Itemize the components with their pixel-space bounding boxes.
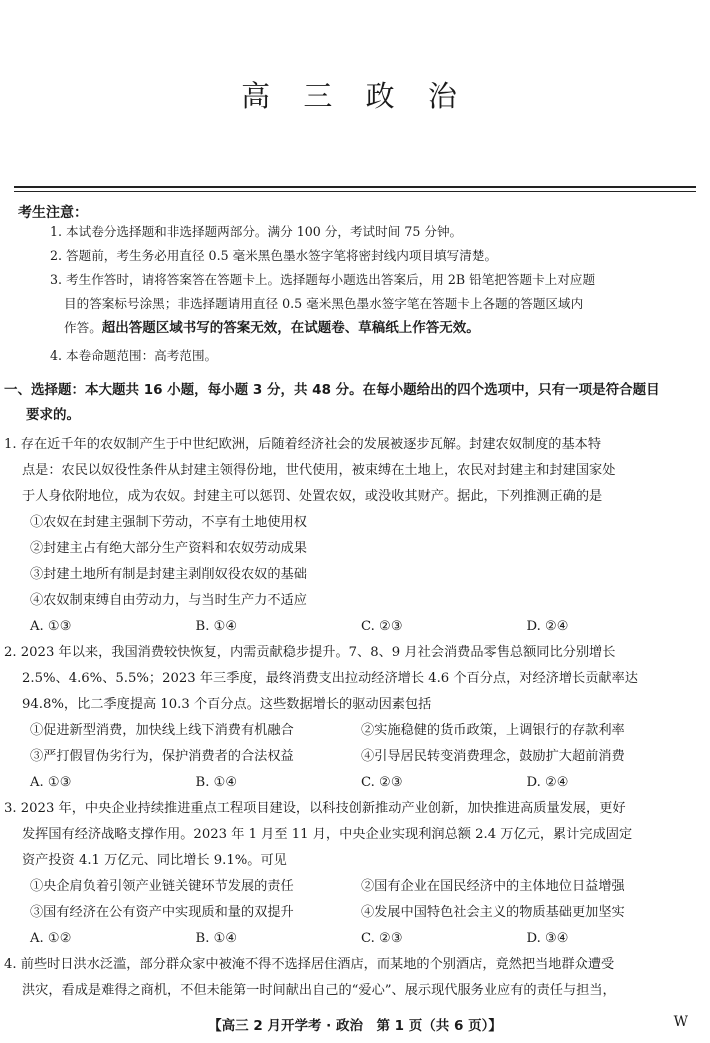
choice-b: B. ①④: [195, 619, 238, 634]
statement-option: ②实施稳健的货币政策，上调银行的存款利率: [361, 723, 625, 738]
statement-option-row: [4, 900, 692, 926]
choice-c: C. ②③: [361, 619, 403, 634]
section-heading: [4, 378, 692, 428]
statement-option: ④引导居民转变消费理念，鼓励扩大超前消费: [361, 749, 625, 764]
footer-code: W: [673, 1014, 688, 1030]
section-heading-line: 一、选择题：本大题共 16 小题，每小题 3 分，共 48 分。在每小题给出的四个选项中，只有一项是符合题目: [4, 382, 660, 398]
notice-item: 3. 考生作答时，请将答案答在答题卡上。选择题每小题选出答案后，用 2B 铅笔把答题卡上对应题: [50, 272, 596, 287]
question-stem: 2.5%、4.6%、5.5%；2023 年三季度，最终消费支出拉动经济增长 4.6 个百分点，对经济增长贡献率达: [22, 671, 638, 686]
choice-b: B. ①④: [195, 775, 238, 790]
question-stem: 于人身依附地位，成为农奴。封建主可以惩罚、处置农奴，或没收其财产。据此，下列推测正确的是: [22, 489, 603, 504]
choice-d: D. ③④: [526, 931, 569, 946]
question-stem: 4. 前些时日洪水泛滥，部分群众家中被淹不得不选择居住酒店，而某地的个别酒店，竟然把当地群众遭受: [4, 957, 615, 972]
question-4: [4, 952, 692, 1004]
notice-heading: 考生注意：: [18, 205, 88, 221]
question-2: [4, 640, 692, 796]
page-title: 高 三 政 治: [241, 79, 469, 113]
question-3: [4, 796, 692, 952]
choice-b: B. ①④: [195, 931, 238, 946]
statement-option-row: [4, 718, 692, 744]
statement-option: ④发展中国特色社会主义的物质基础更加坚实: [361, 905, 625, 920]
notice-item-continued: 目的答案标号涂黑；非选择题请用直径 0.5 毫米黑色墨水签字笔在答题卡上各题的答题区域内: [64, 296, 584, 311]
statement-option-row: [4, 874, 692, 900]
question-stem: 洪灾，看成是难得之商机，不但未能第一时间献出自己的“爱心”、展示现代服务业应有的责任与担当，: [22, 983, 616, 998]
statement-option: ①促进新型消费，加快线上线下消费有机融合: [30, 723, 294, 738]
statement-option: ②国有企业在国民经济中的主体地位日益增强: [361, 879, 625, 894]
header-rule-thin: [14, 191, 696, 192]
statement-option-row: [4, 744, 692, 770]
notice-item: 1. 本试卷分选择题和非选择题两部分。满分 100 分，考试时间 75 分钟。: [50, 224, 463, 239]
question-stem: 点是：农民以奴役性条件从封建主领得份地，世代使用，被束缚在土地上，农民对封建主和封建国家处: [22, 463, 616, 478]
notice-item-continued: [50, 316, 670, 340]
question-stem: 3. 2023 年，中央企业持续推进重点工程项目建设，以科技创新推动产业创新，加快推进高质量发展，更好: [4, 801, 626, 816]
question-1: [4, 432, 692, 640]
answer-choices: [4, 614, 692, 640]
answer-choices: [4, 770, 692, 796]
header-rule: [14, 186, 696, 188]
statement-option: ①农奴在封建主强制下劳动，不享有土地使用权: [30, 515, 307, 530]
statement-option: ①央企肩负着引领产业链关键环节发展的责任: [30, 879, 294, 894]
statement-option: ②封建主占有绝大部分生产资料和农奴劳动成果: [30, 541, 307, 556]
statement-option: ③封建土地所有制是封建主剥削奴役农奴的基础: [30, 567, 307, 582]
notice-text: 作答。: [64, 320, 102, 335]
choice-a: A. ①③: [30, 775, 72, 790]
notice-emphasis: 超出答题区域书写的答案无效，在试题卷、草稿纸上作答无效。: [101, 320, 480, 336]
section-heading-line: 要求的。: [26, 407, 80, 423]
question-stem: 2. 2023 年以来，我国消费较快恢复，内需贡献稳步提升。7、8、9 月社会消费品零售总额同比分别增长: [4, 645, 616, 660]
question-stem: 94.8%，比二季度提高 10.3 个百分点。这些数据增长的驱动因素包括: [22, 697, 432, 712]
choice-d: D. ②④: [526, 775, 569, 790]
choice-d: D. ②④: [526, 619, 569, 634]
question-stem: 1. 存在近千年的农奴制产生于中世纪欧洲，后随着经济社会的发展被逐步瓦解。封建农奴制度的基本特: [4, 437, 602, 452]
notice-list: [50, 220, 670, 368]
answer-choices: [4, 926, 692, 952]
statement-option: ④农奴制束缚自由劳动力，与当时生产力不适应: [30, 593, 307, 608]
choice-c: C. ②③: [361, 931, 403, 946]
choice-a: A. ①②: [30, 931, 72, 946]
choice-a: A. ①③: [30, 619, 72, 634]
notice-item: 2. 答题前，考生务必用直径 0.5 毫米黑色墨水签字笔将密封线内项目填写清楚。: [50, 248, 498, 263]
statement-option: ③国有经济在公有资产中实现质和量的双提升: [30, 905, 294, 920]
notice-item: 4. 本卷命题范围：高考范围。: [50, 348, 218, 363]
statement-option: ③严打假冒伪劣行为，保护消费者的合法权益: [30, 749, 294, 764]
question-stem: 发挥国有经济战略支撑作用。2023 年 1 月至 11 月，中央企业实现利润总额 2.4 万亿元，累计完成固定: [22, 827, 633, 842]
question-stem: 资产投资 4.1 万亿元、同比增长 9.1%。可见: [22, 853, 287, 868]
choice-c: C. ②③: [361, 775, 403, 790]
page-footer: 【高三 2 月开学考 · 政治 第 1 页（共 6 页）】: [208, 1018, 502, 1034]
